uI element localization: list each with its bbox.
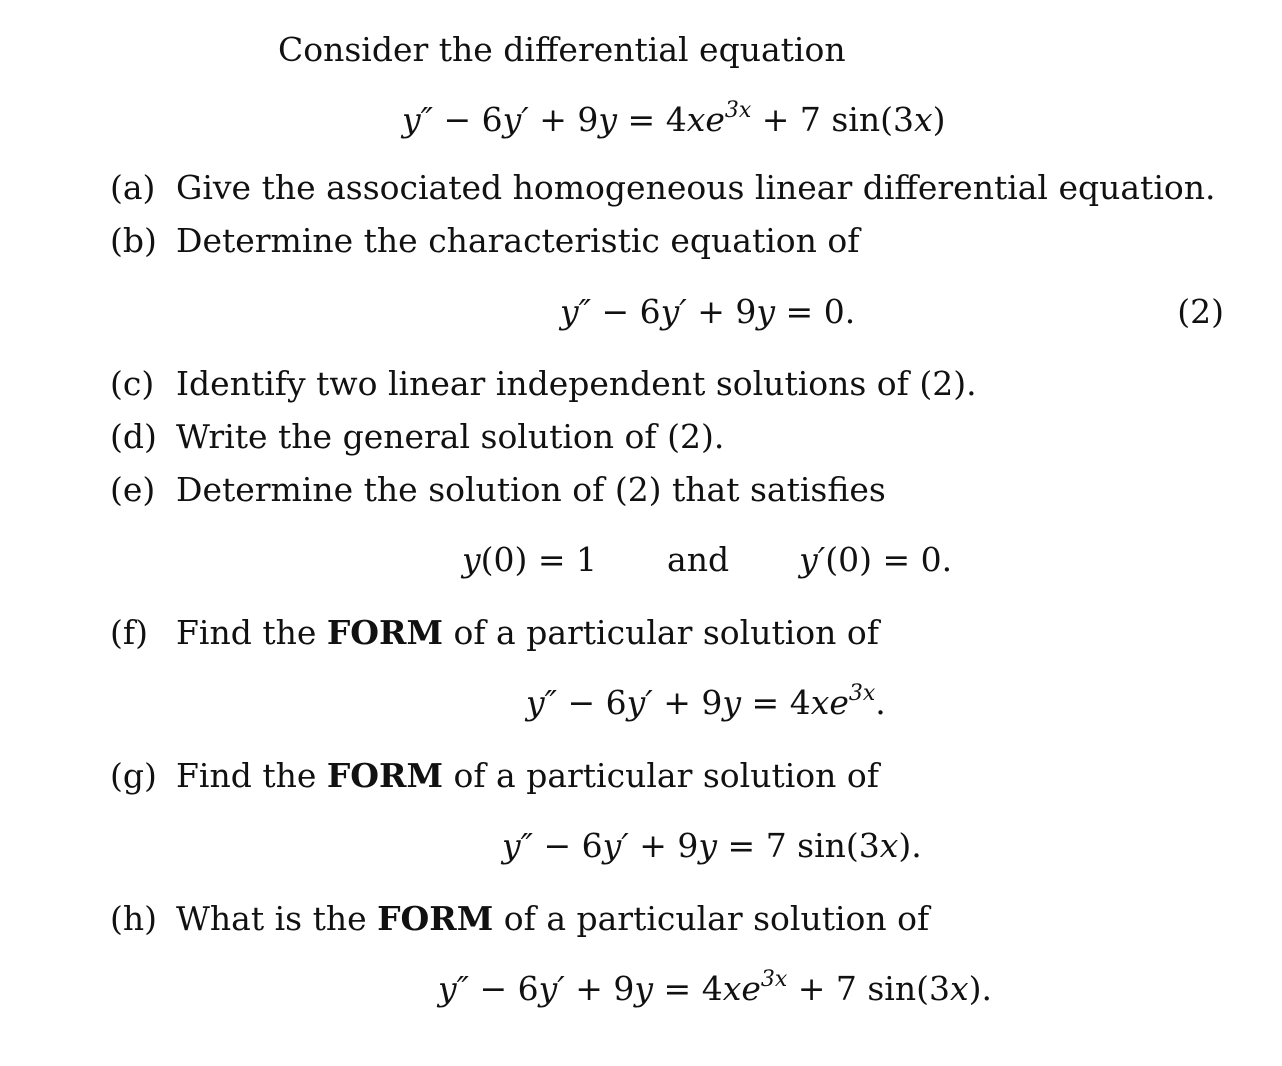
part-h-label: (h) [110, 899, 158, 938]
part-a-text: Give the associated homogeneous linear differential equation. [176, 168, 1216, 207]
part-g-equation: y″ − 6y′ + 9y = 7 sin(3x). [502, 826, 922, 865]
part-c-label: (c) [110, 364, 155, 403]
part-e-label: (e) [110, 470, 156, 509]
part-g-text: Find the FORM of a particular solution of [176, 756, 879, 795]
part-h-text: What is the FORM of a particular solution of [176, 899, 930, 938]
initial-conditions [462, 540, 952, 580]
equation-number: (2) [1177, 292, 1224, 331]
part-a-label: (a) [110, 168, 156, 207]
part-h-equation: $y'' - 6y' + 9y = 4xe^{3x} + 7$ sin(3x). [438, 967, 992, 1008]
intro-text: Consider the differential equation [278, 30, 846, 69]
and-word: and [667, 540, 730, 579]
part-g-label: (g) [110, 756, 157, 795]
main-equation: $y'' - 6y' + 9y = 4xe^{3x} + 7$ sin(3x) [402, 98, 946, 139]
part-c-text: Identify two linear independent solutions of (2). [176, 364, 977, 403]
part-b-label: (b) [110, 221, 157, 260]
part-e-text: Determine the solution of (2) that satisfies [176, 470, 886, 509]
part-b-text: Determine the characteristic equation of [176, 221, 860, 260]
part-f-label: (f) [110, 613, 148, 652]
part-d-text: Write the general solution of (2). [176, 417, 725, 456]
homogeneous-equation: y″ − 6y′ + 9y = 0. [560, 292, 856, 331]
condition-y0: y(0) = 1 [462, 540, 598, 579]
part-f-text: Find the FORM of a particular solution of [176, 613, 879, 652]
part-d-label: (d) [110, 417, 157, 456]
part-f-equation: $y'' - 6y' + 9y = 4xe^{3x}$. [526, 681, 886, 722]
condition-yprime0: y′(0) = 0. [799, 540, 953, 579]
